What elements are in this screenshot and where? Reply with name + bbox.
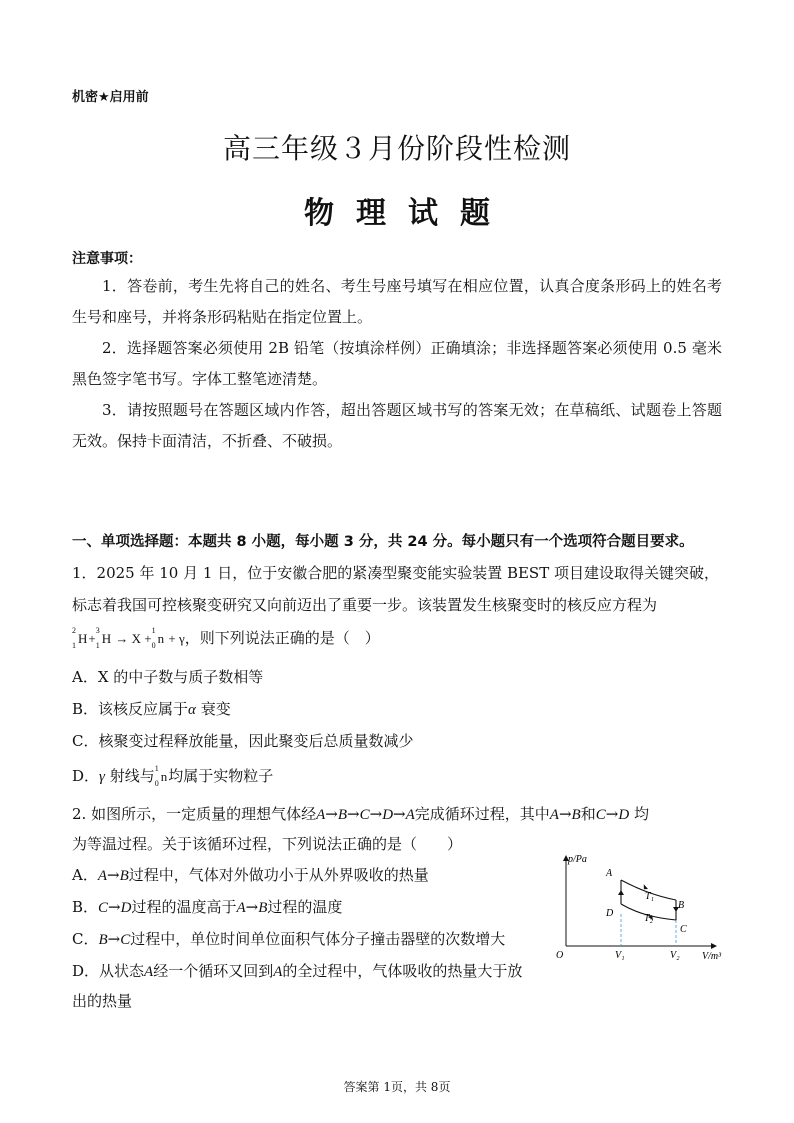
q2-option-c: C．B→C过程中，单位时间单位面积气体分子撞击器壁的次数增大 [72,930,506,948]
notice-heading: 注意事项： [72,251,142,267]
v2-label: V₂ [670,950,680,961]
nuclear-equation: 2 1 H+ 3 1 H → X + 1 0 n + γ [72,626,185,650]
point-c-label: C [680,924,687,935]
notice-item-1: 1．答卷前，考生先将自己的姓名、考生号座号填写在相应位置，认真合度条形码上的姓名考生号和座号，并将条形码粘贴在指定位置上。 [72,277,722,326]
q2-option-d-line2: 出的热量 [72,992,133,1010]
q2-stem-line1: 2. 如图所示，一定质量的理想气体经A→B→C→D→A完成循环过程，其中A→B和C→D 均 [72,805,649,823]
notice-item-3: 3．请按照题号在答题区域内作答，超出答题区域书写的答案无效；在草稿纸、试题卷上答题无效。保持卡面清洁，不折叠、不破损。 [72,401,722,450]
t1-label: T₁ [645,891,655,902]
point-d-label: D [606,908,614,919]
q1-option-b: B．该核反应属于α 衰变 [72,700,231,718]
pv-diagram [552,848,732,978]
q1-option-a: A．X 的中子数与质子数相等 [72,668,264,686]
origin-label: O [556,950,564,961]
arrow-da [618,890,624,895]
q2-option-b: B．C→D过程的温度高于A→B过程的温度 [72,898,343,916]
q2-stem-line2: 为等温过程。关于该循环过程，下列说法正确的是（ ） [72,835,463,853]
q1-option-c: C．核聚变过程释放能量，因此聚变后总质量数减少 [72,732,414,750]
q2-option-a: A．A→B过程中，气体对外做功小于从外界吸收的热量 [72,866,429,884]
point-a-label: A [606,868,613,879]
q1-option-d: D．γ 射线与 1 0 n均属于实物粒子 [72,764,274,788]
notice-item-2: 2．选择题答案必须使用 2B 铅笔（按填涂样例）正确填涂；非选择题答案必须使用 0.5 毫米黑色签字笔书写。字体工整笔迹清楚。 [72,339,722,388]
q2-option-d: D．从状态A经一个循环又回到A的全过程中，气体吸收的热量大于放 [72,962,523,980]
confidential-label: 机密★启用前 [72,90,149,105]
y-axis-label: p/Pa [568,854,587,865]
exam-title: 高三年级３月份阶段性检测 [222,132,571,165]
x-axis-label: V/m³ [702,951,722,962]
page-footer: 答案第 1页，共 8页 [343,1080,451,1094]
q1-stem-line2: 标志着我国可控核聚变研究又向前迈出了重要一步。该装置发生核聚变时的核反应方程为 [72,596,658,614]
point-b-label: B [678,900,685,911]
q1-equation-line: 2 1 H+ 3 1 H → X + 1 0 n + γ，则下列说法正确的是（ ） [72,626,380,650]
q1-stem-line1: 1．2025 年 10 月 1 日，位于安徽合肥的紧凑型聚变能实验装置 BEST 项目建设取得关键突破， [72,564,719,582]
arrow-ab [643,884,649,890]
section-heading: 一、单项选择题：本题共 8 小题，每小题 3 分，共 24 分。每小题只有一个选项符合题目要求。 [72,534,694,550]
subject-title: 物理试题 [304,196,512,231]
t2-label: T₂ [644,913,654,924]
v1-label: V₁ [615,950,625,961]
